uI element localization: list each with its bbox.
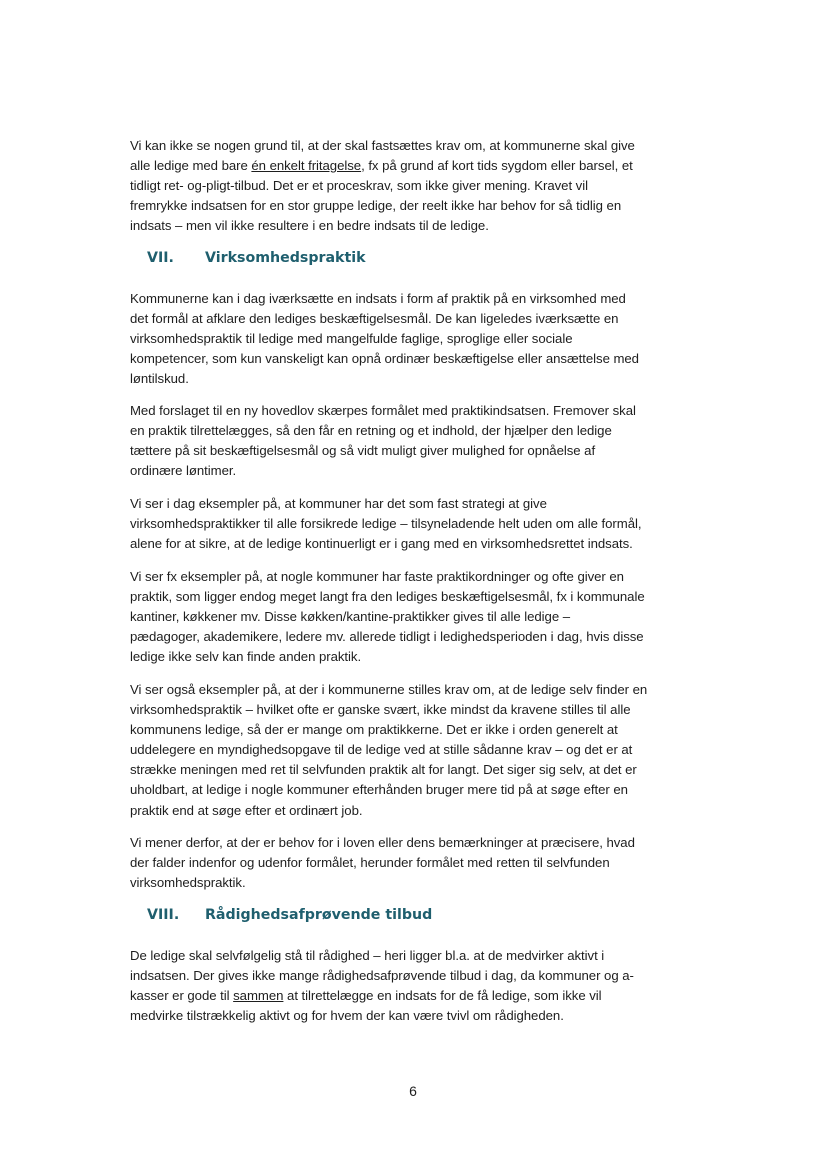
text-line: indsatsen. Der gives ikke mange rådighedsafprøvende tilbud i dag, da kommuner og a- xyxy=(130,968,634,984)
text-line: kommunens ledige, så der er mange om praktikkerne. Det er ikke i orden generelt at xyxy=(130,722,618,738)
text-line: medvirke tilstrækkelig aktivt og for hvem der kan være tvivl om rådigheden. xyxy=(130,1008,564,1024)
section-vii-paragraph-1 xyxy=(130,289,692,389)
text-line: strække meningen med ret til selvfunden praktik alt for langt. Det siger sig selv, at det er xyxy=(130,762,637,778)
section-viii-paragraph xyxy=(130,946,692,1026)
text-line: Vi ser fx eksempler på, at nogle kommuner har faste praktikordninger og ofte giver en xyxy=(130,569,624,584)
section-title: Rådighedsafprøvende tilbud xyxy=(205,907,433,923)
section-heading-vii xyxy=(147,250,366,266)
text-line: tidligt ret- og-pligt-tilbud. Det er et proceskrav, som ikke giver mening. Kravet vil xyxy=(130,178,588,194)
text-line: praktik, som ligger endog meget langt fra den lediges beskæftigelsesmål, fx i kommunale xyxy=(130,589,645,605)
text-line: virksomhedspraktik. xyxy=(130,875,246,891)
section-vii-paragraph-6 xyxy=(130,833,692,893)
text-line: Med forslaget til en ny hovedlov skærpes formålet med praktikindsatsen. Fremover skal xyxy=(130,403,636,418)
text-line: kompetencer, som kun vanskeligt kan opnå ordinær beskæftigelse eller ansættelse med xyxy=(130,351,639,367)
text-line: Vi mener derfor, at der er behov for i loven eller dens bemærkninger at præcisere, hvad xyxy=(130,835,635,850)
text-line: virksomhedspraktik – hvilket ofte er ganske svært, ikke mindst da kravene stilles til alle xyxy=(130,702,631,718)
text-line: De ledige skal selvfølgelig stå til rådighed – heri ligger bl.a. at de medvirker aktivt i xyxy=(130,948,605,963)
text-line: ordinære løntimer. xyxy=(130,463,237,479)
text-line: virksomhedspraktik til ledige med mangelfulde faglige, sproglige eller sociale xyxy=(130,331,573,347)
text-line: alle ledige med bare én enkelt fritagelse, fx på grund af kort tids sygdom eller barsel, et xyxy=(130,158,633,174)
section-heading-viii xyxy=(147,907,432,923)
text-line: praktik end at søge efter et ordinært job. xyxy=(130,802,363,818)
text-line: Vi ser også eksempler på, at der i kommunerne stilles krav om, at de ledige selv finder en xyxy=(130,682,648,697)
section-number: VIII. xyxy=(147,907,180,923)
section-vii-paragraph-2 xyxy=(130,401,692,481)
text-line: Vi ser i dag eksempler på, at kommuner har det som fast strategi at give xyxy=(130,496,547,511)
underlined-text: sammen xyxy=(233,988,284,1004)
section-vii-paragraph-4 xyxy=(130,567,692,667)
text-line: Vi kan ikke se nogen grund til, at der skal fastsættes krav om, at kommunerne skal give xyxy=(130,138,635,153)
text-line: tættere på sit beskæftigelsesmål og så vidt muligt giver mulighed for opnåelse af xyxy=(130,443,596,459)
section-vii-paragraph-5 xyxy=(130,680,692,821)
text-line: det formål at afklare den lediges beskæftigelsesmål. De kan ligeledes iværksætte en xyxy=(130,311,619,327)
text-line: løntilskud. xyxy=(130,371,189,387)
text-line: kasser er gode til sammen at tilrettelægge en indsats for de få ledige, som ikke vil xyxy=(130,988,602,1004)
text-line: kantiner, køkkener mv. Disse køkken/kantine-praktikker gives til alle ledige – xyxy=(130,609,571,625)
text-line: indsats – men vil ikke resultere i en bedre indsats til de ledige. xyxy=(130,218,489,234)
text-line: uddelegere en myndighedsopgave til de ledige ved at stille sådanne krav – og det er at xyxy=(130,742,633,758)
text-line: alene for at sikre, at de ledige kontinuerligt er i gang med en virksomhedsrettet indsats. xyxy=(130,536,633,552)
text-line: ledige ikke selv kan finde anden praktik. xyxy=(130,649,362,665)
section-title: Virksomhedspraktik xyxy=(205,250,366,266)
text-line: pædagoger, akademikere, ledere mv. allerede tidligt i ledighedsperioden i dag, hvis disse xyxy=(130,629,644,645)
text-line: fremrykke indsatsen for en stor gruppe ledige, der reelt ikke har behov for så tidlig en xyxy=(130,198,622,214)
section-vii-paragraph-3 xyxy=(130,494,692,554)
text-line: Kommunerne kan i dag iværksætte en indsats i form af praktik på en virksomhed med xyxy=(130,291,626,306)
underlined-text: én enkelt fritagelse xyxy=(251,158,362,174)
text-line: der falder indenfor og udenfor formålet, herunder formålet med retten til selvfunden xyxy=(130,855,610,871)
text-line: virksomhedspraktikker til alle forsikrede ledige – tilsyneladende helt uden om alle formål, xyxy=(130,516,642,532)
section-number: VII. xyxy=(147,250,174,266)
intro-paragraph xyxy=(130,136,692,236)
text-line: en praktik tilrettelægges, så den får en retning og et indhold, der hjælper den ledige xyxy=(130,423,612,439)
text-line: uholdbart, at ledige i nogle kommuner efterhånden bruger mere tid på at søge efter en xyxy=(130,782,628,798)
page-number: 6 xyxy=(409,1083,417,1099)
